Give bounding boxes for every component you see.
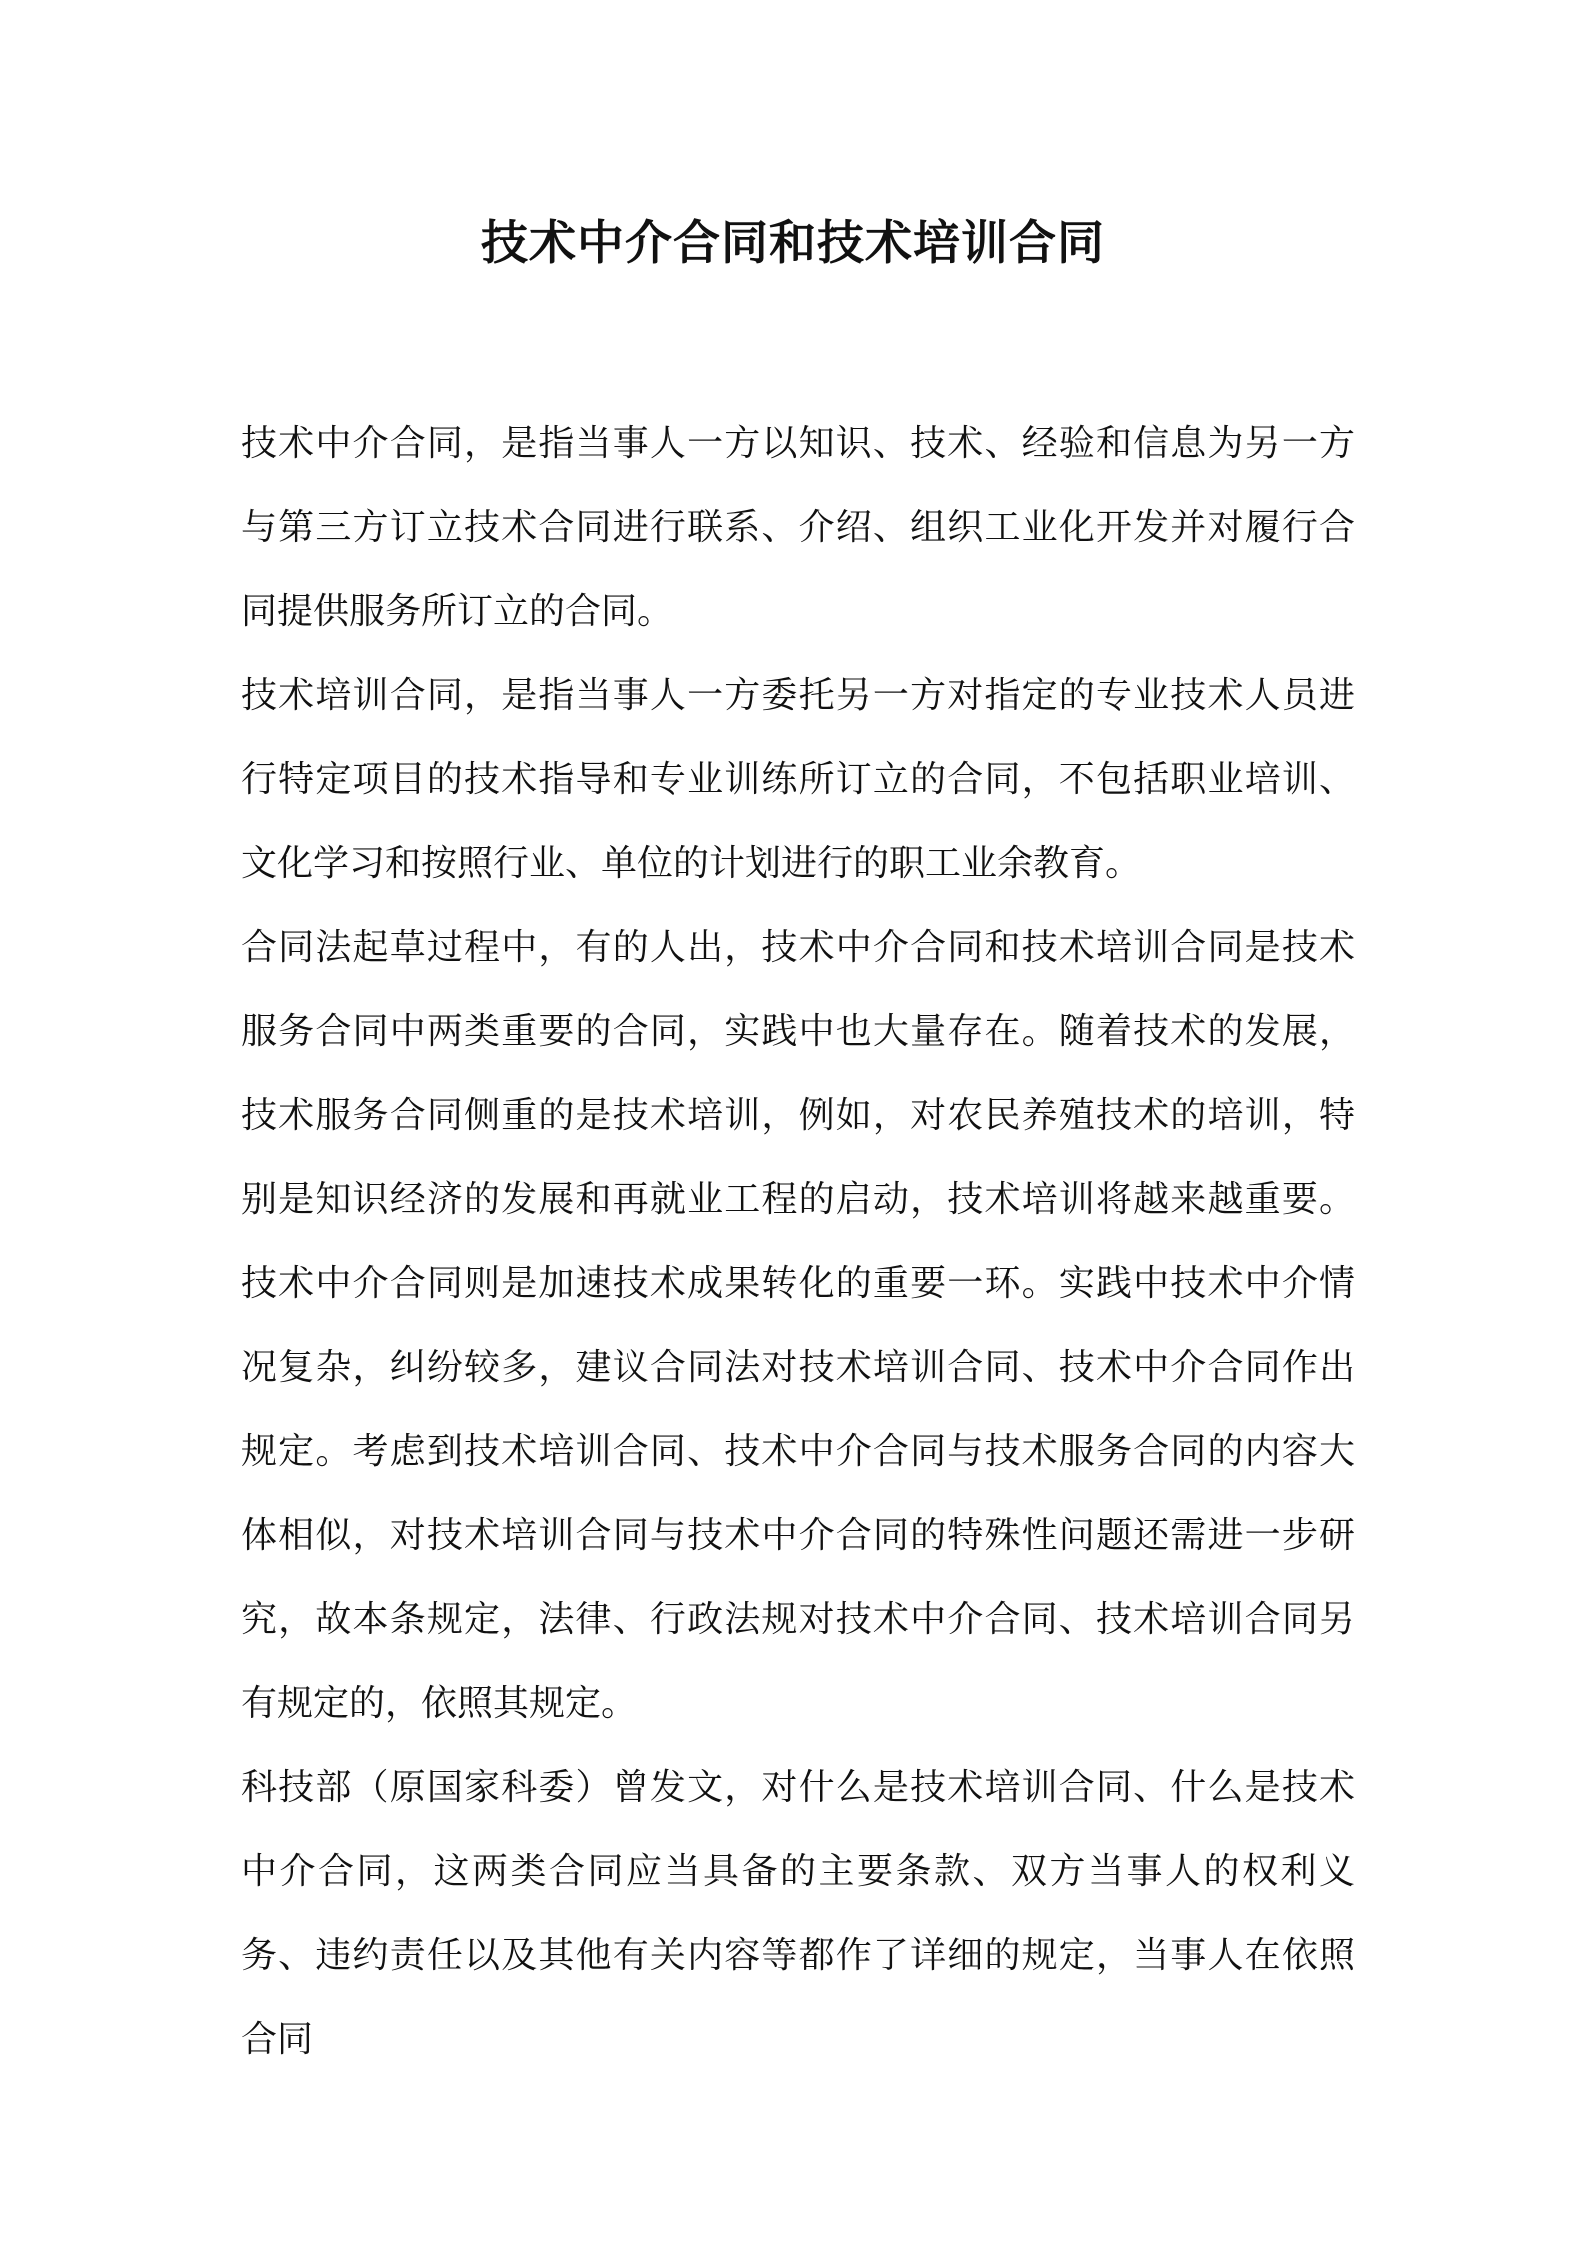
paragraph-tech-intermediary-definition: 技术中介合同，是指当事人一方以知识、技术、经验和信息为另一方与第三方订立技术合同进行联系、介绍、组织工业化开发并对履行合同提供服务所订立的合同。 [241,423,1355,632]
paragraph-ministry-regulation: 科技部（原国家科委）曾发文，对什么是技术培训合同、什么是技术中介合同，这两类合同应当具备的主要条款、双方当事人的权利义务、违约责任以及其他有关内容等都作了详细的规定，当事人在依照合同 [241,1767,1355,2060]
paragraph-drafting-background: 合同法起草过程中，有的人出，技术中介合同和技术培训合同是技术服务合同中两类重要的合同，实践中也大量存在。随着技术的发展，技术服务合同侧重的是技术培训，例如，对农民养殖技术的培训，特别是知识经济的发展和再就业工程的启动，技术培训将越来越重要。技术中介合同则是加速技术成果转化的重要一环。实践中技术中介情况复杂，纠纷较多，建议合同法对技术培训合同、技术中介合同作出规定。考虑到技术培训合同、技术中介合同与技术服务合同的内容大体相似，对技术培训合同与技术中介合同的特殊性问题还需进一步研究，故本条规定，法律、行政法规对技术中介合同、技术培训合同另有规定的，依照其规定。 [241,927,1355,1724]
paragraph-tech-training-definition: 技术培训合同，是指当事人一方委托另一方对指定的专业技术人员进行特定项目的技术指导和专业训练所订立的合同，不包括职业培训、文化学习和按照行业、单位的计划进行的职工业余教育。 [241,675,1355,884]
document-body [241,402,1355,2082]
document-title: 技术中介合同和技术培训合同 [481,216,1105,271]
